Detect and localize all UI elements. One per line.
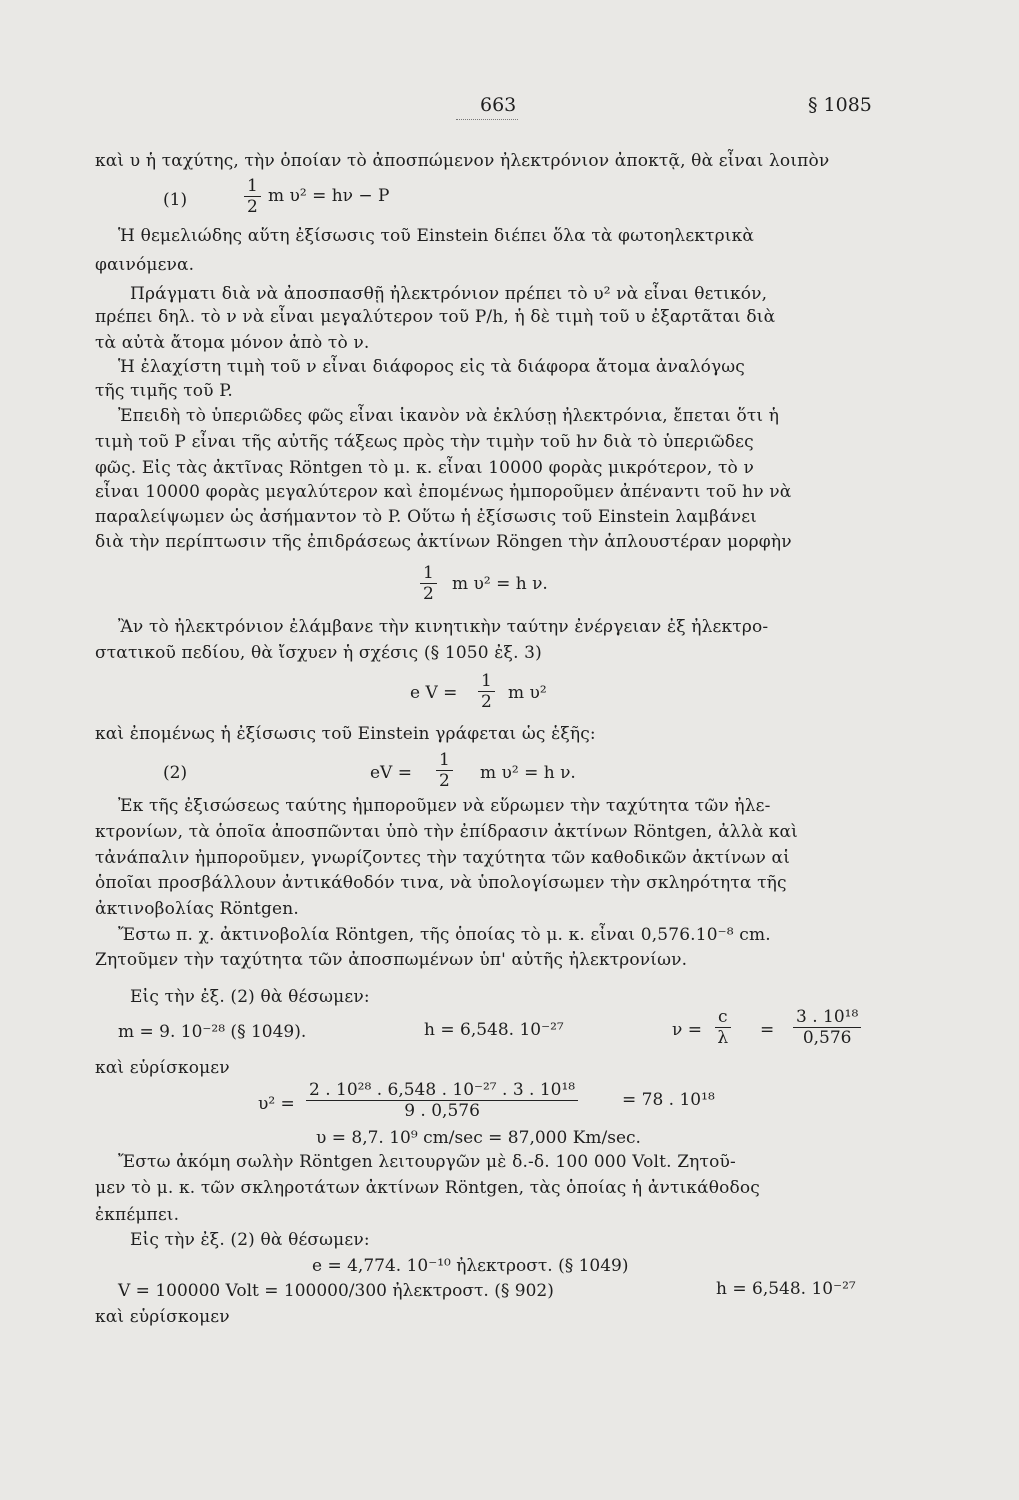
- text-line: καὶ εὑρίσκομεν: [95, 1307, 230, 1327]
- fraction-denominator: 0,576: [802, 1028, 852, 1048]
- text-line: κτρονίων, τὰ ὁποῖα ἀποσπῶνται ὑπὸ τὴν ἐπίδρασιν ἀκτίνων Röntgen, ἀλλὰ καὶ: [95, 822, 798, 842]
- fraction-denominator: 2: [423, 584, 434, 604]
- text-line: Πράγματι διὰ νὰ ἀποσπασθῇ ἠλεκτρόνιον πρέπει τὸ υ² νὰ εἶναι θετικόν,: [130, 284, 768, 304]
- text-line: παραλείψωμεν ὡς ἀσήμαντον τὸ P. Οὕτω ἡ ἐξίσωσις τοῦ Einstein λαμβάνει: [95, 507, 757, 527]
- fraction: [306, 1080, 578, 1121]
- fraction-numerator: c: [715, 1007, 731, 1028]
- fraction-denominator: 2: [247, 197, 258, 217]
- text-line: Εἰς τὴν ἐξ. (2) θὰ θέσωμεν:: [130, 1230, 370, 1250]
- text-line: μεν τὸ μ. κ. τῶν σκληροτάτων ἀκτίνων Röntgen, τὰς ὁποίας ἡ ἀντικάθοδος: [95, 1178, 760, 1198]
- fraction: [715, 1007, 731, 1048]
- text-line: καὶ εὑρίσκομεν: [95, 1058, 230, 1078]
- text-line: Ζητοῦμεν τὴν ταχύτητα τῶν ἀποσπωμένων ὑπ' αὐτῆς ἠλεκτρονίων.: [95, 950, 688, 970]
- fraction: [420, 563, 437, 604]
- text-line: ἀκτινοβολίας Röntgen.: [95, 899, 299, 919]
- fraction: [478, 671, 495, 712]
- fraction-denominator: 2: [439, 771, 450, 791]
- fraction: [244, 176, 261, 217]
- fraction-numerator: 1: [478, 671, 495, 692]
- text-line: ἐκπέμπει.: [95, 1205, 180, 1225]
- page-number: 663: [480, 94, 517, 116]
- equation-body: m υ² = h ν.: [480, 763, 576, 783]
- text-line: Ἡ ἐλαχίστη τιμὴ τοῦ ν εἶναι διάφορος εἰς τὰ διάφορα ἄτομα ἀναλόγως: [118, 357, 745, 377]
- fraction: [793, 1007, 861, 1048]
- equation-body: m υ² = h ν.: [452, 574, 548, 594]
- velocity-result: υ = 8,7. 10⁹ cm/sec = 87,000 Km/sec.: [316, 1128, 641, 1148]
- fraction-numerator: 1: [420, 563, 437, 584]
- text-line: Ἂν τὸ ἠλεκτρόνιον ἐλάμβανε τὴν κινητικὴν ταύτην ἐνέργειαν ἐξ ἠλεκτρο-: [118, 617, 769, 637]
- electron-charge: e = 4,774. 10⁻¹⁰ ἠλεκτροστ. (§ 1049): [312, 1256, 629, 1276]
- fraction-numerator: 1: [436, 750, 453, 771]
- equation-lhs: υ² =: [258, 1094, 295, 1114]
- text-line: τιμὴ τοῦ P εἶναι τῆς αὐτῆς τάξεως πρὸς τὴν τιμὴν τοῦ hν διὰ τὸ ὑπεριῶδες: [95, 432, 754, 452]
- equation-body: = 78 . 10¹⁸: [622, 1090, 715, 1110]
- text-line: τὰ αὐτὰ ἄτομα μόνον ἀπὸ τὸ ν.: [95, 333, 370, 353]
- fraction-numerator: 3 . 10¹⁸: [793, 1007, 861, 1028]
- planck-value: h = 6,548. 10⁻²⁷: [716, 1279, 856, 1299]
- text-line: τῆς τιμῆς τοῦ P.: [95, 381, 233, 401]
- text-line: Ἔστω π. χ. ἀκτινοβολία Röntgen, τῆς ὁποίας τὸ μ. κ. εἶναι 0,576.10⁻⁸ cm.: [118, 925, 771, 945]
- equals-sign: =: [760, 1020, 775, 1040]
- text-line: Ἐκ τῆς ἐξισώσεως ταύτης ἠμποροῦμεν νὰ εὕρωμεν τὴν ταχύτητα τῶν ἠλε-: [118, 796, 771, 816]
- text-line: καὶ ἐπομένως ἡ ἐξίσωσις τοῦ Einstein γράφεται ὡς ἑξῆς:: [95, 724, 596, 744]
- text-line: εἶναι 10000 φορὰς μεγαλύτερον καὶ ἐπομένως ἠμποροῦμεν ἀπέναντι τοῦ hν νὰ: [95, 482, 792, 502]
- text-line: φαινόμενα.: [95, 255, 195, 275]
- text-line: Εἰς τὴν ἐξ. (2) θὰ θέσωμεν:: [130, 987, 370, 1007]
- fraction-denominator: λ: [717, 1028, 729, 1048]
- equation-lhs: eV =: [370, 763, 412, 783]
- fraction: [436, 750, 453, 791]
- equation-label: (1): [163, 190, 188, 210]
- equation-label: (2): [163, 763, 188, 783]
- given-mass: m = 9. 10⁻²⁸ (§ 1049).: [118, 1022, 307, 1042]
- fraction-denominator: 2: [481, 692, 492, 712]
- text-line: Ἡ θεμελιώδης αὕτη ἐξίσωσις τοῦ Einstein διέπει ὅλα τὰ φωτοηλεκτρικὰ: [118, 226, 754, 246]
- page-number-rule: [456, 119, 518, 120]
- section-number: § 1085: [808, 94, 872, 116]
- given-planck: h = 6,548. 10⁻²⁷: [424, 1020, 564, 1040]
- text-line: ὁποῖαι προσβάλλουν ἀντικάθοδόν τινα, νὰ ὑπολογίσωμεν τὴν σκληρότητα τῆς: [95, 873, 787, 893]
- equation-lhs: e V =: [410, 683, 458, 703]
- fraction-denominator: 9 . 0,576: [404, 1101, 480, 1121]
- text-line: Ἔστω ἀκόμη σωλὴν Röntgen λειτουργῶν μὲ δ.-δ. 100 000 Volt. Ζητοῦ-: [118, 1152, 736, 1172]
- fraction-numerator: 1: [244, 176, 261, 197]
- text-line: πρέπει δηλ. τὸ ν νὰ εἶναι μεγαλύτερον τοῦ P/h, ἡ δὲ τιμὴ τοῦ υ ἐξαρτᾶται διὰ: [95, 307, 776, 327]
- fraction-numerator: 2 . 10²⁸ . 6,548 . 10⁻²⁷ . 3 . 10¹⁸: [306, 1080, 578, 1101]
- text-line: στατικοῦ πεδίου, θὰ ἴσχυεν ἡ σχέσις (§ 1050 ἐξ. 3): [95, 643, 542, 663]
- given-frequency-lhs: ν =: [672, 1020, 702, 1040]
- voltage-value: V = 100000 Volt = 100000/300 ἠλεκτροστ. (§ 902): [118, 1281, 554, 1301]
- text-line: φῶς. Εἰς τὰς ἀκτῖνας Röntgen τὸ μ. κ. εἶναι 10000 φορὰς μικρότερον, τὸ ν: [95, 458, 754, 478]
- text-line: τἀνάπαλιν ἠμποροῦμεν, γνωρίζοντες τὴν ταχύτητα τῶν καθοδικῶν ἀκτίνων αἱ: [95, 848, 791, 868]
- text-line: καὶ υ ἡ ταχύτης, τὴν ὁποίαν τὸ ἀποσπώμενον ἠλεκτρόνιον ἀποκτᾷ, θὰ εἶναι λοιπὸν: [95, 151, 830, 171]
- equation-body: m υ²: [508, 683, 547, 703]
- text-line: Ἐπειδὴ τὸ ὑπεριῶδες φῶς εἶναι ἱκανὸν νὰ ἐκλύσῃ ἠλεκτρόνια, ἔπεται ὅτι ἡ: [118, 406, 780, 426]
- equation-body: m υ² = hν − P: [268, 186, 390, 206]
- text-line: διὰ τὴν περίπτωσιν τῆς ἐπιδράσεως ἀκτίνων Röngen τὴν ἁπλουστέραν μορφὴν: [95, 532, 792, 552]
